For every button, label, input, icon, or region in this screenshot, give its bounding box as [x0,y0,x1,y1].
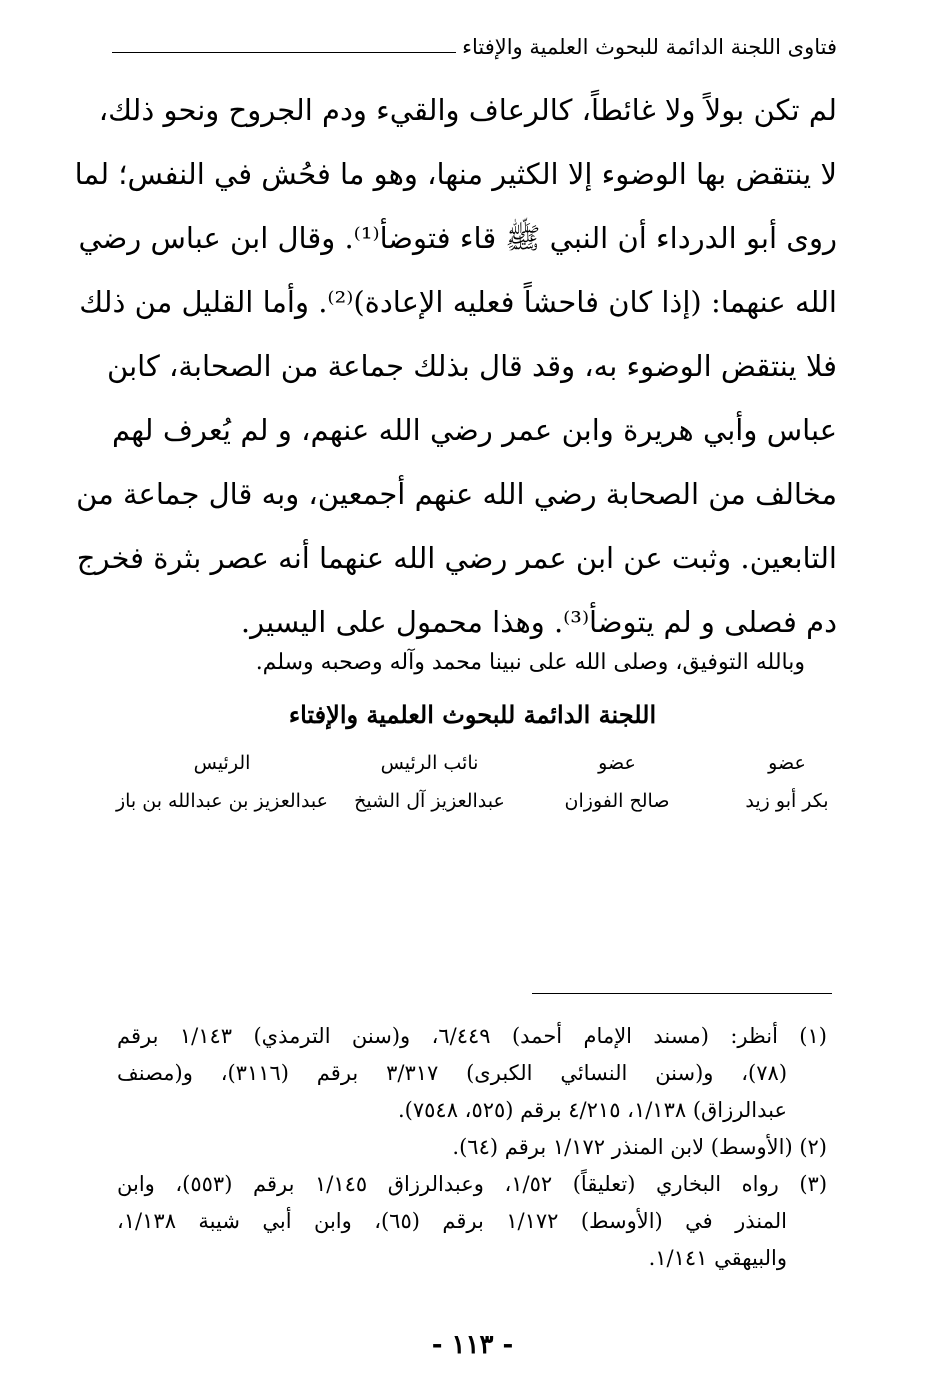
signatory-name: عبدالعزيز بن عبدالله بن باز [115,790,329,812]
body-line: عباس وأبي هريرة وابن عمر رضي الله عنهم، و لم يُعرف لهم [112,413,837,447]
closing-line: وبالله التوفيق، وصلى الله على نبينا محمد وآله وصحبه وسلم. [255,650,805,675]
body-line: روى أبو الدرداء أن النبي ﷺ قاء فتوضأ⁽¹⁾. وقال ابن عباس رضي [78,221,837,255]
signatory-president [112,745,332,821]
footnote-line: (١) أنظر: (مسند الإمام أحمد) ٦/٤٤٩، و(سنن الترمذي) ١/١٤٣ برقم [117,1024,827,1048]
footnotes [117,1018,827,1277]
footnote-line: المنذر في (الأوسط) ١/١٧٢ برقم (٦٥)، وابن أبي شيبة ١/١٣٨، [117,1209,787,1233]
fatwa-body [74,78,837,654]
footnote-line: (٧٨)، و(سنن النسائي الكبرى) ٣/٣١٧ برقم (٣١١٦)، و(مصنف [117,1061,788,1085]
footnote-line: (٢) (الأوسط) لابن المنذر ١/١٧٢ برقم (٦٤). [452,1135,827,1159]
signatory-member-1 [737,745,837,821]
running-head-rule [112,52,456,53]
signatory-role: عضو [598,752,636,774]
signatory-role: نائب الرئيس [380,752,479,774]
signatory-name: عبدالعزيز آل الشيخ [354,790,505,812]
signatures-block [112,745,837,825]
body-line: الله عنهما: (إذا كان فاحشاً فعليه الإعادة)⁽²⁾. وأما القليل من ذلك [79,285,837,319]
page-number: - ١١٣ - [431,1330,514,1360]
footnote-line: (٣) رواه البخاري (تعليقاً) ١/٥٢، وعبدالرزاق ١/١٤٥ برقم (٥٥٣)، وابن [117,1172,828,1196]
body-line: مخالف من الصحابة رضي الله عنهم أجمعين، وبه قال جماعة من [76,477,837,511]
signatory-vice-president [342,745,517,821]
body-line: دم فصلى و لم يتوضأ⁽³⁾. وهذا محمول على اليسير. [240,605,837,639]
signatory-member-2 [537,745,697,821]
signatory-role: الرئيس [193,752,251,774]
running-head-title: فتاوى اللجنة الدائمة للبحوث العلمية والإفتاء [462,35,837,59]
footnote-line: عبدالرزاق) ١/١٣٨، ٤/٢١٥ برقم (٥٢٥، ٧٥٤٨). [397,1098,787,1122]
body-line: التابعين. وثبت عن ابن عمر رضي الله عنهما أنه عصر بثرة فخرج [76,541,837,575]
body-line: فلا ينتقض الوضوء به، وقد قال بذلك جماعة من الصحابة، كابن [107,349,837,383]
signatory-name: صالح الفوزان [564,790,670,812]
body-line: لم تكن بولاً ولا غائطاً، كالرعاف والقيء ودم الجروح ونحو ذلك، [98,93,837,127]
body-line: لا ينتقض بها الوضوء إلا الكثير منها، وهو ما فحُش في النفس؛ لما [74,157,837,191]
signatory-role: عضو [768,752,806,774]
footnote-separator [532,993,832,994]
running-head [112,30,837,64]
signatory-name: بكر أبو زيد [745,790,829,812]
footnote-line: والبيهقي ١/١٤١. [648,1246,787,1270]
committee-heading: اللجنة الدائمة للبحوث العلمية والإفتاء [288,700,657,729]
